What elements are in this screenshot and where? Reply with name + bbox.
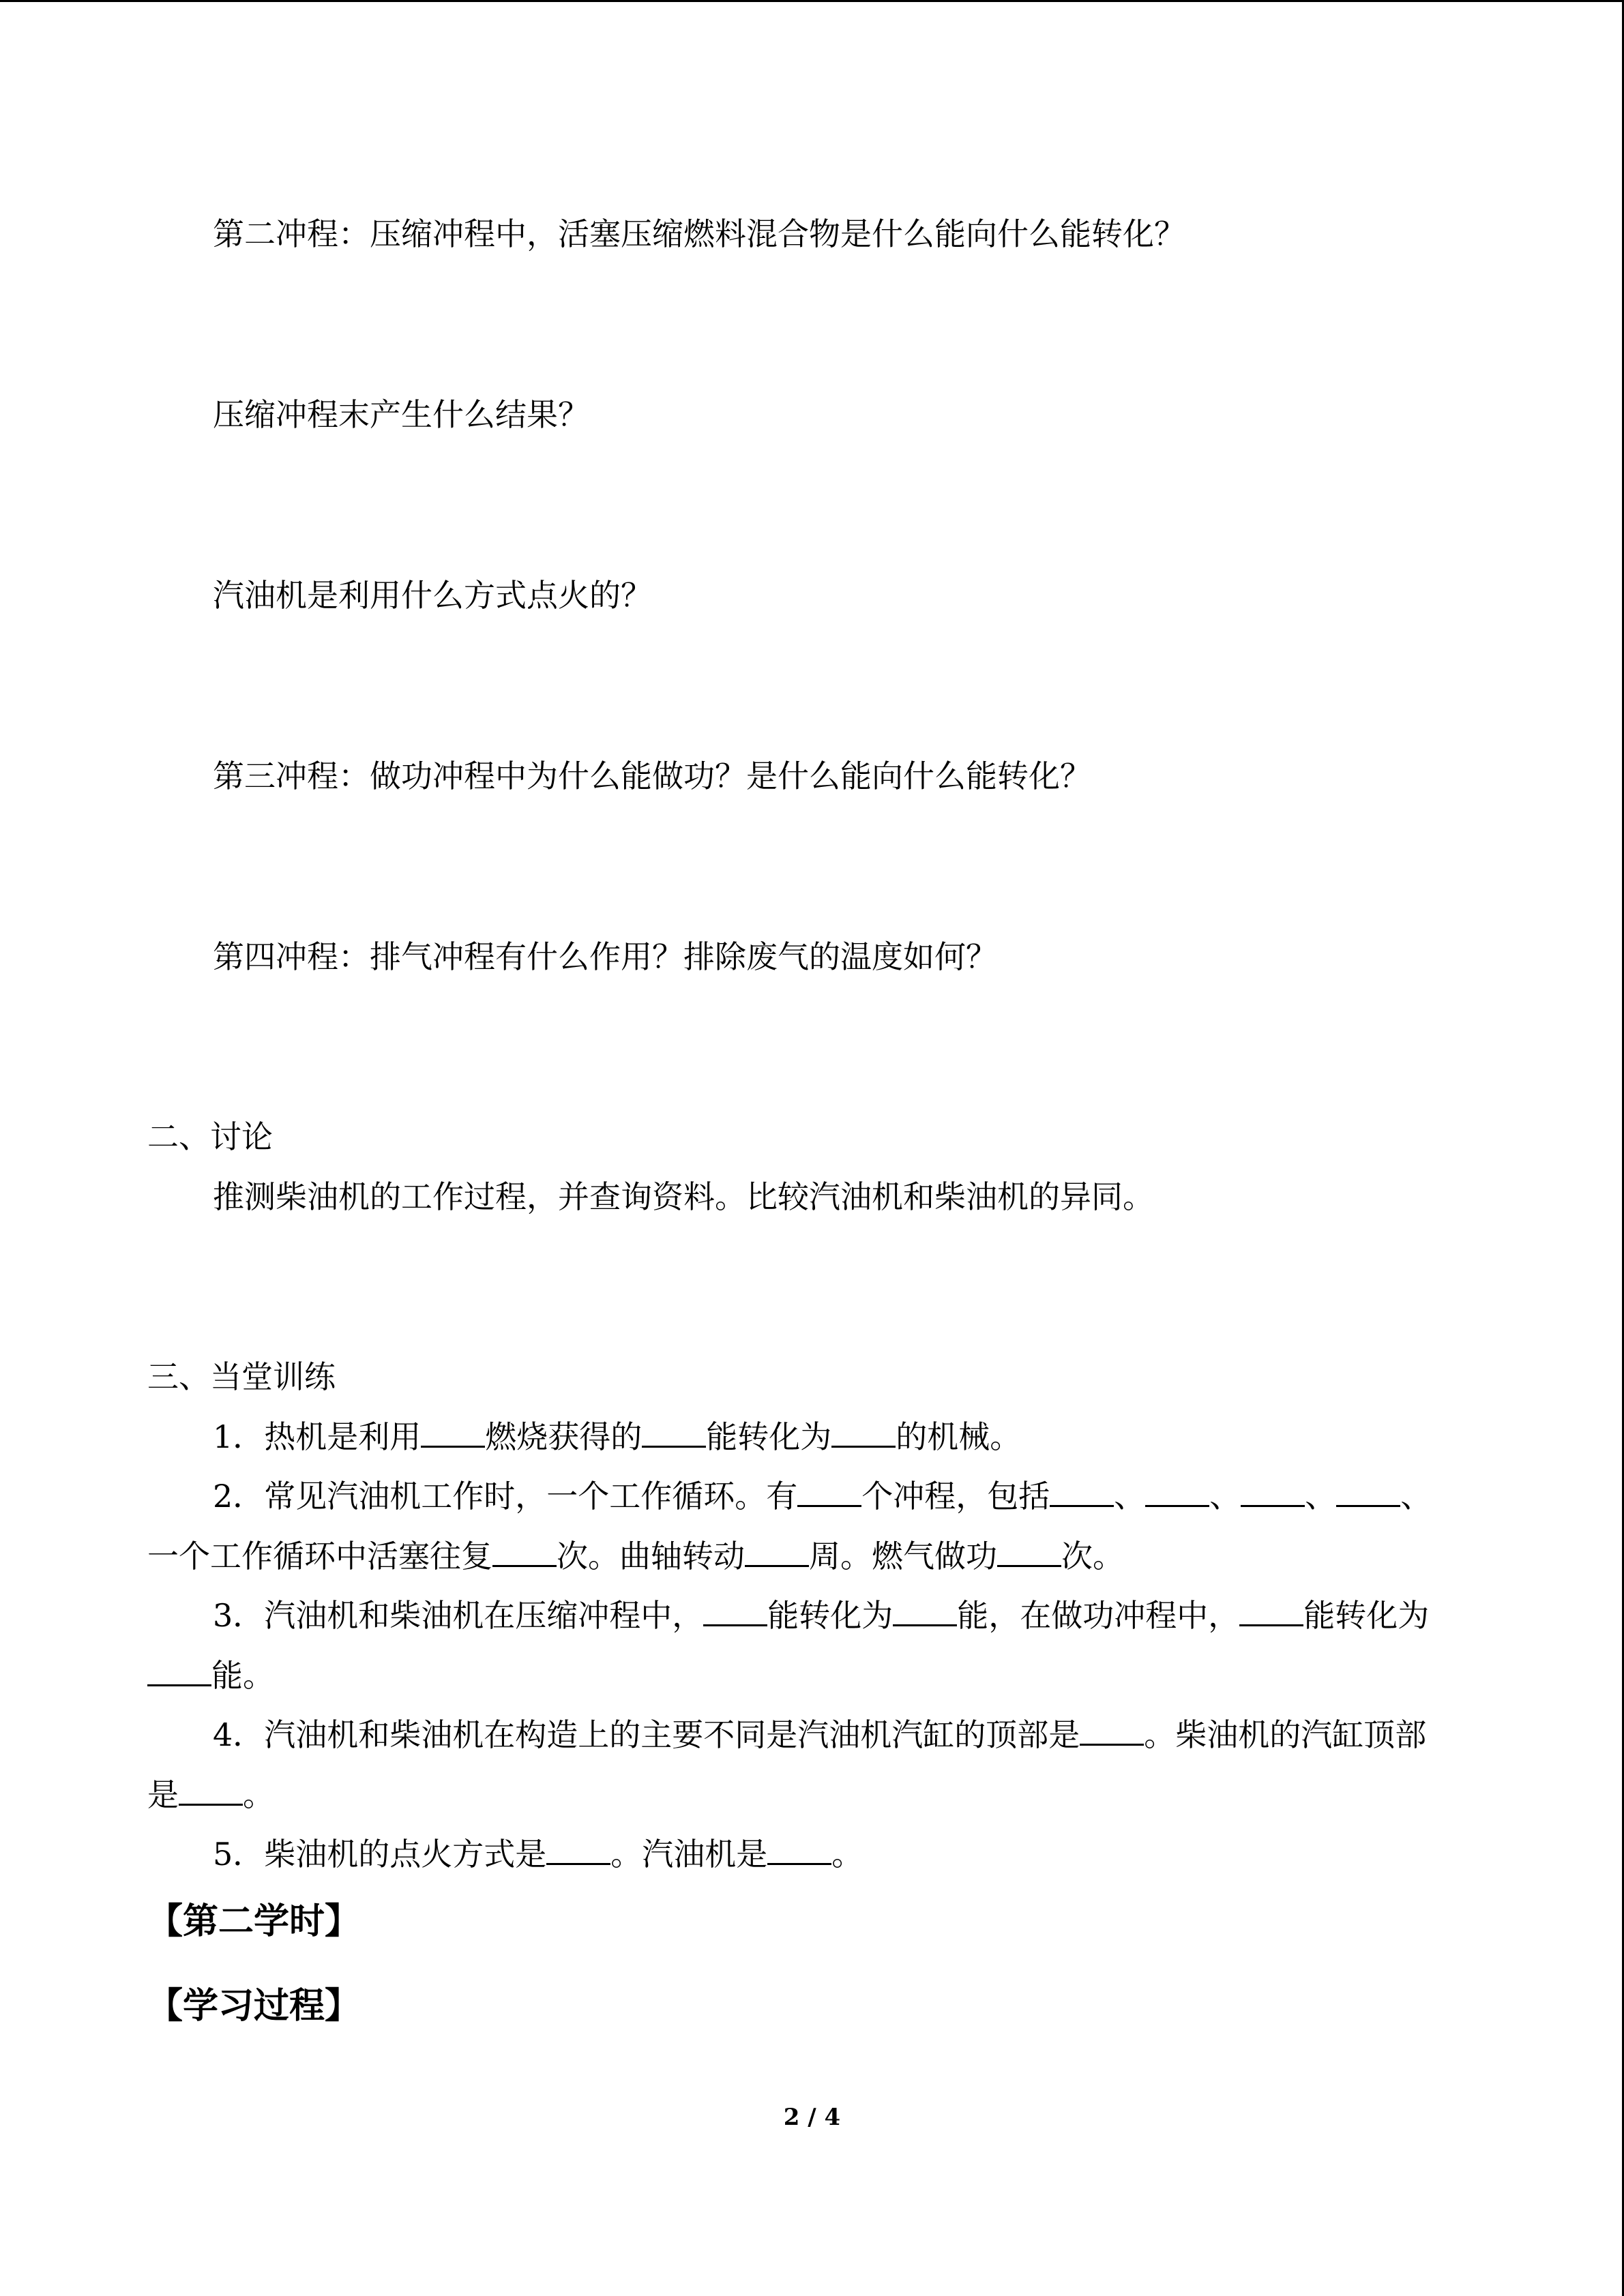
training-item-2-cont: 一个工作循环中活塞往复 次。曲轴转动 周。燃气做功 次。 xyxy=(147,1538,1124,1575)
section-lesson-2: 【第二学时】 xyxy=(147,1900,361,1942)
answer-blank[interactable] xyxy=(703,1597,767,1626)
question-compression-result: 压缩冲程末产生什么结果？ xyxy=(213,396,589,433)
training-item-3: 3．汽油机和柴油机在压缩冲程中， 能转化为 能，在做功冲程中， 能转化为 xyxy=(213,1597,1430,1634)
answer-blank[interactable] xyxy=(1336,1478,1400,1507)
answer-blank[interactable] xyxy=(1239,1597,1303,1626)
section-learning-process: 【学习过程】 xyxy=(147,1985,361,2027)
answer-blank[interactable] xyxy=(745,1538,809,1567)
answer-blank[interactable] xyxy=(831,1418,896,1448)
discussion-heading: 二、讨论 xyxy=(147,1118,273,1155)
training-item-4-cont: 是 。 xyxy=(147,1776,274,1813)
discussion-text: 推测柴油机的工作过程，并查询资料。比较汽油机和柴油机的异同。 xyxy=(213,1178,1154,1215)
training-item-2: 2．常见汽油机工作时，一个工作循环。有 个冲程，包括 、 、 、 、 xyxy=(213,1478,1432,1515)
training-heading: 三、当堂训练 xyxy=(147,1358,336,1395)
answer-blank[interactable] xyxy=(1080,1716,1144,1746)
answer-blank[interactable] xyxy=(1050,1478,1114,1507)
answer-blank[interactable] xyxy=(1241,1478,1305,1507)
page-number: 2 / 4 xyxy=(783,2104,841,2131)
training-item-1: 1．热机是利用 燃烧获得的 能转化为 的机械。 xyxy=(213,1418,1022,1455)
question-fourth-stroke: 第四冲程：排气冲程有什么作用？排除废气的温度如何？ xyxy=(213,938,997,975)
training-item-3-cont: 能。 xyxy=(147,1655,274,1696)
answer-blank[interactable] xyxy=(421,1418,485,1448)
training-item-4: 4．汽油机和柴油机在构造上的主要不同是汽油机汽缸的顶部是 。柴油机的汽缸顶部 xyxy=(213,1716,1427,1753)
question-second-stroke: 第二冲程：压缩冲程中，活塞压缩燃料混合物是什么能向什么能转化？ xyxy=(213,215,1185,252)
answer-blank[interactable] xyxy=(767,1836,831,1865)
training-item-5: 5．柴油机的点火方式是 。汽油机是 。 xyxy=(213,1836,863,1873)
answer-blank[interactable] xyxy=(797,1478,861,1507)
question-ignition-method: 汽油机是利用什么方式点火的？ xyxy=(213,577,652,614)
answer-blank[interactable] xyxy=(546,1836,610,1865)
answer-blank[interactable] xyxy=(642,1418,706,1448)
answer-blank[interactable] xyxy=(1145,1478,1209,1507)
answer-blank[interactable] xyxy=(893,1597,957,1626)
answer-blank[interactable] xyxy=(179,1776,243,1806)
answer-blank[interactable] xyxy=(997,1538,1061,1567)
answer-blank[interactable] xyxy=(492,1538,557,1567)
question-third-stroke: 第三冲程：做功冲程中为什么能做功？是什么能向什么能转化？ xyxy=(213,758,1091,794)
answer-blank[interactable] xyxy=(147,1657,211,1686)
page-border-top xyxy=(0,0,1624,2)
